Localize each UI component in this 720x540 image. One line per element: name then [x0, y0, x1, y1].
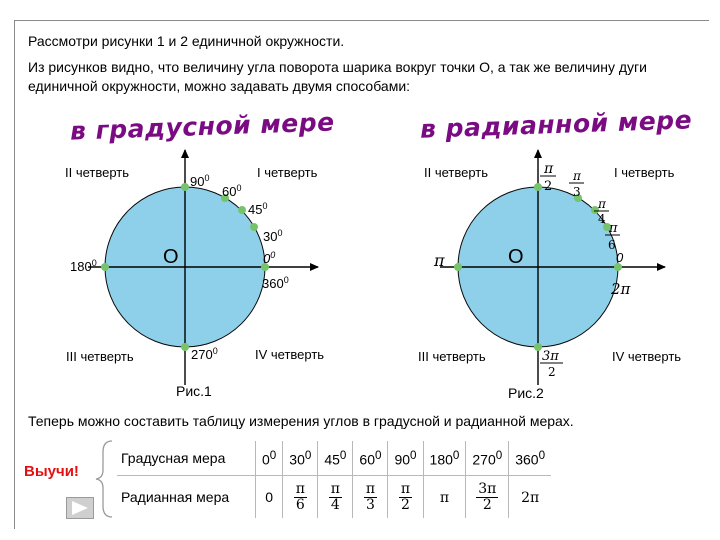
intro-line-2: Из рисунков видно, что величину угла поворота шарика вокруг точки О, а так же величину дуги единичной окружности, можно задавать двумя способами: — [28, 59, 647, 94]
table-row-degrees — [117, 441, 551, 476]
next-slide-button[interactable] — [66, 497, 94, 519]
cell-deg-0: $0^0$ — [256, 441, 283, 476]
cell-deg-90: $90^0$ — [388, 441, 423, 476]
fig1-quarter-3: III четверть — [66, 349, 134, 364]
point-45 — [238, 206, 246, 214]
fig2-quarter-4: IV четверть — [612, 349, 682, 364]
label-180: $180^0$ — [70, 258, 97, 274]
label-360: $360^0$ — [262, 275, 289, 291]
play-icon — [72, 501, 88, 515]
svg-text:π: π — [609, 221, 618, 236]
svg-text:3π: 3π — [542, 349, 559, 364]
svg-text:2: 2 — [548, 365, 556, 379]
cell-deg-60: $60^0$ — [353, 441, 388, 476]
point-pi-2 — [534, 183, 542, 191]
row-label-degrees: Градусная мера — [117, 441, 256, 476]
cell-rad-pi-4: $\frac{\pi}{4}$ — [318, 476, 353, 519]
intro-line-1: Рассмотри рисунки 1 и 2 единичной окружности. — [28, 33, 345, 49]
center-o-degrees: O — [163, 246, 179, 268]
cell-deg-360: $360^0$ — [509, 441, 551, 476]
caption-fig1: Рис.1 — [176, 383, 212, 399]
cell-deg-180: $180^0$ — [423, 441, 466, 476]
point-3pi-2 — [534, 343, 542, 351]
label-45: $45^0$ — [248, 201, 268, 217]
cell-deg-30: $30^0$ — [283, 441, 318, 476]
fig1-quarter-1: I четверть — [257, 165, 318, 180]
cell-rad-2pi: 2π — [521, 489, 540, 506]
row-label-radians: Радианная мера — [117, 476, 256, 519]
cell-rad-pi-3: $\frac{\pi}{3}$ — [353, 476, 388, 519]
learn-label: Выучи! — [24, 463, 79, 480]
cell-rad-pi-6: $\frac{\pi}{6}$ — [283, 476, 318, 519]
label-60: $60^0$ — [222, 183, 242, 199]
label-90: $90^0$ — [190, 173, 210, 189]
table-intro-text: Теперь можно составить таблицу измерения углов в градусной и радианной мерах. — [28, 413, 574, 429]
svg-text:4: 4 — [598, 212, 606, 226]
figure-2 — [418, 150, 681, 401]
heading-degrees: в градусной мере — [69, 107, 336, 146]
caption-fig2: Рис.2 — [508, 385, 544, 401]
table-brace — [96, 441, 112, 517]
label-2pi: 2π — [611, 280, 631, 298]
label-30: $30^0$ — [263, 228, 283, 244]
label-3pi-2 — [540, 349, 563, 379]
point-180 — [101, 263, 109, 271]
cell-rad-3pi-2: $\frac{3\pi}{2}$ — [466, 476, 509, 519]
label-0: $0^0$ — [263, 250, 276, 266]
cell-deg-270: $270^0$ — [466, 441, 509, 476]
label-270: $270^0$ — [191, 346, 218, 362]
cell-deg-45: $45^0$ — [318, 441, 353, 476]
cell-rad-0: 0 — [256, 476, 283, 519]
fig2-quarter-1: I четверть — [614, 165, 675, 180]
svg-text:6: 6 — [608, 238, 616, 252]
table-row-radians — [117, 476, 551, 519]
point-90 — [181, 183, 189, 191]
label-pi: π — [434, 251, 445, 270]
center-o-radians: O — [508, 246, 524, 268]
svg-text:2: 2 — [544, 179, 553, 194]
cell-rad-pi-2: $\frac{\pi}{2}$ — [388, 476, 423, 519]
figure-1 — [65, 150, 324, 399]
fig2-quarter-2: II четверть — [424, 165, 489, 180]
point-30 — [250, 223, 258, 231]
point-pi — [454, 263, 462, 271]
heading-radians: в радианной мере — [419, 105, 693, 144]
label-zero-rad: 0 — [616, 250, 624, 265]
svg-text:π: π — [598, 197, 606, 211]
svg-text:π: π — [544, 161, 554, 177]
point-270 — [181, 343, 189, 351]
fig1-quarter-2: II четверть — [65, 165, 130, 180]
conversion-table — [117, 441, 551, 518]
fig2-quarter-3: III четверть — [418, 349, 486, 364]
fig1-quarter-4: IV четверть — [255, 347, 325, 362]
cell-rad-pi: π — [423, 476, 466, 519]
svg-text:3: 3 — [573, 185, 581, 199]
svg-text:π: π — [573, 169, 581, 183]
